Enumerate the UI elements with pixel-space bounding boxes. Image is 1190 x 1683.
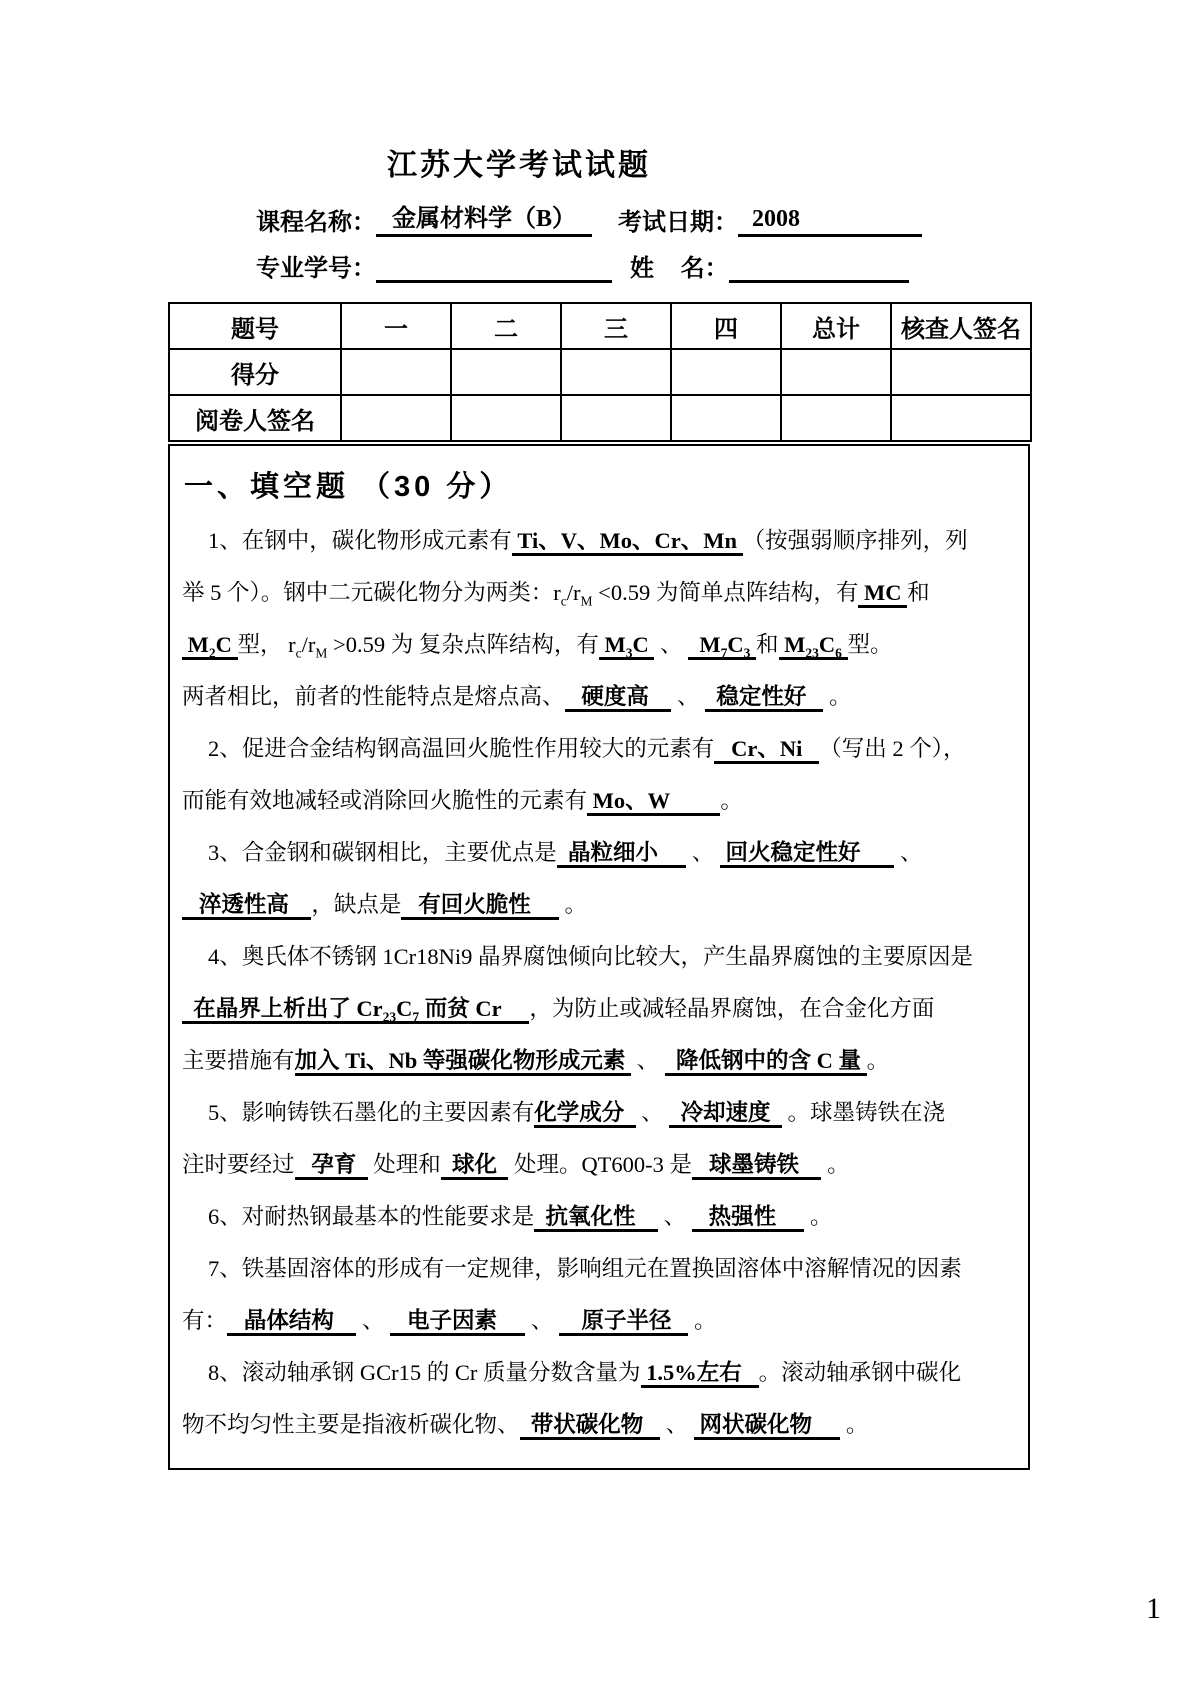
- question-line: [182, 1243, 1016, 1295]
- question-text: 、: [525, 1308, 559, 1333]
- question-line: [182, 1087, 1016, 1139]
- section-heading: 一、填空题 （30 分）: [184, 471, 513, 503]
- question-text: 、: [894, 840, 923, 865]
- course-label: 课程名称：: [256, 209, 376, 236]
- question-text: 主要措施有: [182, 1048, 295, 1073]
- question-text: 1、在钢中，碳化物形成元素有: [208, 528, 512, 553]
- question-text: 型， $r_c/r_M >0.59$ 为 复杂点阵结构，有: [237, 632, 599, 661]
- grader-cell-checker: [891, 395, 1031, 441]
- question-text: 。: [823, 684, 852, 709]
- question-text: 。: [804, 1204, 833, 1229]
- question-text: 型。: [847, 632, 893, 657]
- answer-blank: 晶体结构: [227, 1308, 356, 1336]
- answer-blank: 孕育: [295, 1152, 368, 1180]
- header-line-id-name: [256, 248, 909, 283]
- answer-blank: Cr、Ni: [714, 736, 819, 764]
- question-text: 有：: [182, 1308, 228, 1333]
- col-q2: 二: [451, 303, 561, 349]
- question-text: ，为防止或减轻晶界腐蚀，在合金化方面: [529, 996, 935, 1021]
- question-line: [182, 1295, 1016, 1347]
- question-text: 6、对耐热钢最基本的性能要求是: [208, 1204, 535, 1229]
- score-cell-q1: [341, 349, 451, 395]
- question-text: 注时要经过: [182, 1152, 295, 1177]
- question-text: 、: [356, 1308, 391, 1333]
- grader-signature-label: 阅卷人签名: [169, 395, 341, 441]
- score-row-label: 得分: [169, 349, 341, 395]
- answer-blank: 淬透性高: [182, 892, 311, 920]
- page-number: 1: [1146, 1592, 1161, 1625]
- question-text: 8、滚动轴承钢 GCr15 的 Cr 质量分数含量为: [208, 1360, 641, 1385]
- question-line: [182, 1139, 1016, 1191]
- col-checker-signature: 核查人签名: [891, 303, 1031, 349]
- question-text: 物不均匀性主要是指液析碳化物、: [182, 1412, 520, 1437]
- student-name-label: 姓 名：: [630, 255, 729, 282]
- question-text: 和: [755, 632, 779, 657]
- answer-blank: $M_3C$: [598, 632, 655, 661]
- answer-blank: 热强性: [692, 1204, 805, 1232]
- answer-blank: 带状碳化物: [520, 1412, 661, 1440]
- question-line: [182, 1347, 1016, 1399]
- question-text: 。球墨铸铁在浇: [781, 1100, 945, 1125]
- question-line: [182, 671, 1016, 723]
- question-text: 。: [720, 788, 743, 813]
- answer-blank: 加入 Ti、Nb 等强碳化物形成元素: [295, 1048, 632, 1076]
- answer-blank: Ti、V、Mo、Cr、Mn: [512, 528, 743, 556]
- question-text: 处理。QT600-3 是: [508, 1152, 693, 1177]
- answer-blank: 在晶界上析出了 $Cr_{23}C_7$ 而贫 Cr: [182, 996, 530, 1025]
- answer-blank: 抗氧化性: [534, 1204, 658, 1232]
- answer-blank: 网状碳化物: [694, 1412, 840, 1440]
- question-text: ，缺点是: [311, 892, 402, 917]
- answer-blank: 1.5%左右: [641, 1360, 759, 1388]
- question-text: 、: [658, 1204, 692, 1229]
- question-text: 而能有效地减轻或消除回火脆性的元素有: [182, 788, 588, 813]
- col-q4: 四: [671, 303, 781, 349]
- question-line: [182, 1191, 1016, 1243]
- question-text: 举 5 个）。钢中二元碳化物分为两类：$r_c/r_M <0.59$ 为简单点阵结构，有: [182, 580, 859, 609]
- answer-blank: 硬度高: [565, 684, 672, 712]
- question-text: 、: [631, 1048, 665, 1073]
- question-line: [182, 1399, 1016, 1451]
- student-id-blank: [376, 250, 612, 283]
- question-text: 和: [907, 580, 930, 605]
- score-row: [169, 349, 1031, 395]
- questions-box: [168, 444, 1030, 1470]
- answer-blank: 稳定性好: [705, 684, 823, 712]
- answer-blank: 冷却速度: [669, 1100, 782, 1128]
- question-text: 4、奥氏体不锈钢 1Cr18Ni9 晶界腐蚀倾向比较大，产生晶界腐蚀的主要原因是: [208, 944, 974, 969]
- question-line: [182, 879, 1016, 931]
- col-total: 总计: [781, 303, 891, 349]
- question-lines: [182, 515, 1016, 1451]
- answer-blank: 化学成分: [534, 1100, 635, 1128]
- student-id-label: 专业学号：: [256, 255, 376, 282]
- student-name-blank: [729, 250, 909, 283]
- grader-cell-total: [781, 395, 891, 441]
- answer-blank: 球墨铸铁: [692, 1152, 821, 1180]
- answer-blank: 晶粒细小: [557, 840, 686, 868]
- question-text: 、: [635, 1100, 670, 1125]
- question-line: [182, 931, 1016, 983]
- answer-blank: MC: [858, 580, 907, 608]
- question-text: 。: [688, 1308, 717, 1333]
- answer-blank: $M_{23}C_6$: [779, 632, 848, 660]
- question-line: [182, 619, 1016, 671]
- question-text: （写出 2 个），: [819, 736, 966, 761]
- question-line: [182, 827, 1016, 879]
- exam-date-blank: [738, 204, 922, 237]
- page-title: 江苏大学考试试题: [387, 149, 651, 182]
- question-text: 处理和: [367, 1152, 441, 1177]
- question-line: [182, 567, 1016, 619]
- col-question-no: 题号: [169, 303, 341, 349]
- grader-cell-q4: [671, 395, 781, 441]
- question-text: 、: [686, 840, 720, 865]
- question-text: 。: [866, 1048, 890, 1073]
- question-text: 5、影响铸铁石墨化的主要因素有: [208, 1100, 535, 1125]
- grader-signature-row: [169, 395, 1031, 441]
- score-table: [168, 302, 1032, 442]
- score-table-header-row: [169, 303, 1031, 349]
- question-line: [182, 1035, 1016, 1087]
- score-cell-q3: [561, 349, 671, 395]
- col-q3: 三: [561, 303, 671, 349]
- answer-blank: $M_2C$: [182, 632, 238, 661]
- header-line-course-date: [256, 202, 922, 237]
- score-cell-q4: [671, 349, 781, 395]
- exam-date-value: 2008: [752, 206, 800, 232]
- answer-blank: $M_7C_3$: [688, 632, 756, 660]
- question-text: 。: [558, 892, 588, 917]
- course-name-blank: [376, 204, 592, 237]
- answer-blank: 电子因素: [390, 1308, 525, 1336]
- exam-date-label: 考试日期：: [618, 209, 738, 236]
- question-text: 3、合金钢和碳钢相比，主要优点是: [208, 840, 557, 865]
- question-text: 、: [654, 632, 689, 657]
- question-line: [182, 515, 1016, 567]
- grader-cell-q3: [561, 395, 671, 441]
- question-text: （按强弱顺序排列，列: [742, 528, 968, 553]
- question-text: 。: [821, 1152, 850, 1177]
- answer-blank: 回火稳定性好: [720, 840, 894, 868]
- question-line: [182, 983, 1016, 1035]
- grader-cell-q1: [341, 395, 451, 441]
- score-cell-total: [781, 349, 891, 395]
- course-name-value: 金属材料学（B）: [391, 206, 576, 232]
- question-text: 。: [840, 1412, 869, 1437]
- question-text: 、: [660, 1412, 694, 1437]
- score-cell-checker: [891, 349, 1031, 395]
- question-text: 。滚动轴承钢中碳化: [758, 1360, 962, 1385]
- score-cell-q2: [451, 349, 561, 395]
- question-text: 7、铁基固溶体的形成有一定规律，影响组元在置换固溶体中溶解情况的因素: [208, 1256, 962, 1281]
- grader-cell-q2: [451, 395, 561, 441]
- answer-blank: 有回火脆性: [401, 892, 559, 920]
- question-text: 、: [671, 684, 706, 709]
- question-text: 两者相比，前者的性能特点是熔点高、: [182, 684, 565, 709]
- col-q1: 一: [341, 303, 451, 349]
- answer-blank: Mo、W: [587, 788, 720, 816]
- answer-blank: 降低钢中的含 C 量: [665, 1048, 867, 1076]
- answer-blank: 球化: [441, 1152, 509, 1180]
- question-line: [182, 723, 1016, 775]
- question-text: 2、促进合金结构钢高温回火脆性作用较大的元素有: [208, 736, 715, 761]
- answer-blank: 原子半径: [559, 1308, 688, 1336]
- question-line: [182, 775, 1016, 827]
